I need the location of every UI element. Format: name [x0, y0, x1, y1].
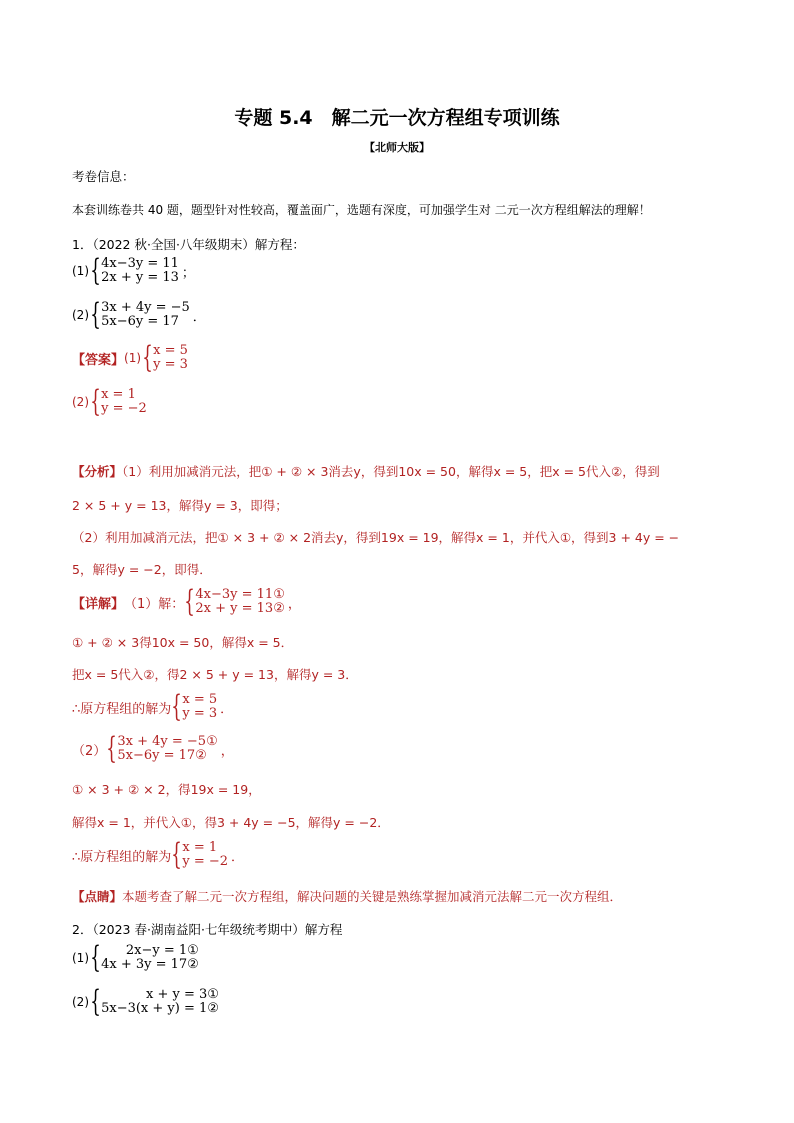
left-brace-icon: {	[142, 340, 153, 375]
q1-header: 1．（2022 秋·全国·八年级期末）解方程：	[72, 237, 305, 252]
left-brace-icon: {	[90, 384, 101, 419]
q2-part1-system	[72, 940, 199, 975]
equation-row: 5x−3(x + y) = 1②	[101, 1001, 219, 1016]
equation-row: 4x−3y = 11	[101, 256, 179, 271]
equation-row: y = −2	[101, 401, 147, 416]
left-brace-icon: {	[90, 984, 101, 1019]
q2-part1-label: (1)	[72, 951, 89, 965]
left-brace-icon: {	[90, 297, 101, 332]
left-brace-icon: {	[171, 689, 183, 724]
comment-line: 【点睛】本题考查了解二元一次方程组，解决问题的关键是熟练掌握加减消元法解二元一次方程组．	[72, 889, 623, 904]
equation-row: 3x + 4y = −5	[101, 300, 190, 315]
edition-subtitle: 【北师大版】	[364, 141, 430, 154]
q1-answer-2: (2) { x = 1 y = −2	[72, 384, 147, 419]
equation-row: y = 3	[182, 706, 218, 721]
q1-part2-system: (2) { 3x + 4y = −5 5x−6y = 17 ．	[72, 297, 206, 332]
page-title: 专题 5.4 解二元一次方程组专项训练	[234, 107, 560, 129]
equation-row: 2x + y = 13②	[195, 601, 285, 616]
equation-row: x + y = 3①	[146, 987, 219, 1002]
comment-tag: 【点睛】	[72, 889, 123, 904]
left-brace-icon: {	[90, 253, 101, 288]
detail-line-6: ① × 3 + ② × 2，得19x = 19，	[72, 782, 261, 797]
answer-tag: 【答案】	[72, 352, 125, 368]
analysis-line-3: （2）利用加减消元法，把① × 3 + ② × 2消去y，得到19x = 19，解得x = 1，并代入①，得到3 + 4y = −	[72, 530, 680, 545]
left-brace-icon: {	[90, 940, 101, 975]
q2-part2-system	[72, 984, 219, 1019]
detail-tag: 【详解】	[72, 596, 125, 612]
equation-row: x = 1	[101, 387, 136, 402]
equation-row: x = 5	[153, 343, 188, 358]
detail-solution-2: ∴原方程组的解为 { x = 1 y = −2 ．	[72, 837, 245, 872]
analysis-line-1: 【分析】（1）利用加减消元法，把① + ② × 3消去y，得到10x = 50，解得x = 5，把x = 5代入②，得到	[72, 464, 660, 479]
analysis-line-2: 2 × 5 + y = 13，解得y = 3，即得；	[72, 498, 288, 513]
analysis-line-4: 5，解得y = −2，即得．	[72, 562, 212, 577]
q1-answer-1: 【答案】 (1) { x = 5 y = 3	[72, 340, 188, 375]
equation-row: 5x−6y = 17②	[117, 748, 207, 763]
equation-row: 5x−6y = 17	[101, 314, 179, 329]
info-label: 考卷信息：	[72, 169, 135, 184]
left-brace-icon: {	[171, 837, 183, 872]
q2-part2-label: (2)	[72, 995, 89, 1009]
equation-row: 4x + 3y = 17②	[101, 957, 199, 972]
detail-line-3: 把x = 5代入②，得2 × 5 + y = 13，解得y = 3．	[72, 667, 358, 682]
detail-line-1: 【详解】 （1）解： { 4x−3y = 11① 2x + y = 13② ，	[72, 584, 301, 619]
info-text: 本套训练卷共 40 题，题型针对性较高，覆盖面广，选题有深度，可加强学生对 二元一次方程组解法的理解！	[72, 203, 651, 217]
detail-line-7: 解得x = 1，并代入①，得3 + 4y = −5，解得y = −2．	[72, 815, 390, 830]
detail-solution-1: ∴原方程组的解为 { x = 5 y = 3 ．	[72, 689, 234, 724]
q2-header: 2．（2023 春·湖南益阳·七年级统考期中）解方程	[72, 922, 343, 937]
detail-line-2: ① + ② × 3得10x = 50，解得x = 5．	[72, 635, 294, 650]
q1-part2-label: (2)	[72, 308, 89, 322]
equation-row: x = 1	[182, 840, 218, 855]
equation-row: y = −2	[182, 854, 229, 869]
left-brace-icon: {	[184, 584, 196, 619]
equation-row: 4x−3y = 11①	[195, 587, 285, 602]
q1-part1-label: (1)	[72, 264, 89, 278]
left-brace-icon: {	[106, 731, 118, 766]
equation-row: 2x + y = 13	[101, 270, 179, 285]
detail-line-5: （2） { 3x + 4y = −5① 5x−6y = 17② ，	[72, 731, 234, 766]
equation-row: y = 3	[153, 357, 188, 372]
q1-part1-system: (1) { 4x−3y = 11 2x + y = 13 ；	[72, 253, 195, 288]
equation-row: 2x−y = 1①	[125, 943, 199, 958]
equation-row: x = 5	[182, 692, 218, 707]
analysis-tag: 【分析】	[72, 464, 123, 479]
equation-row: 3x + 4y = −5①	[117, 734, 218, 749]
